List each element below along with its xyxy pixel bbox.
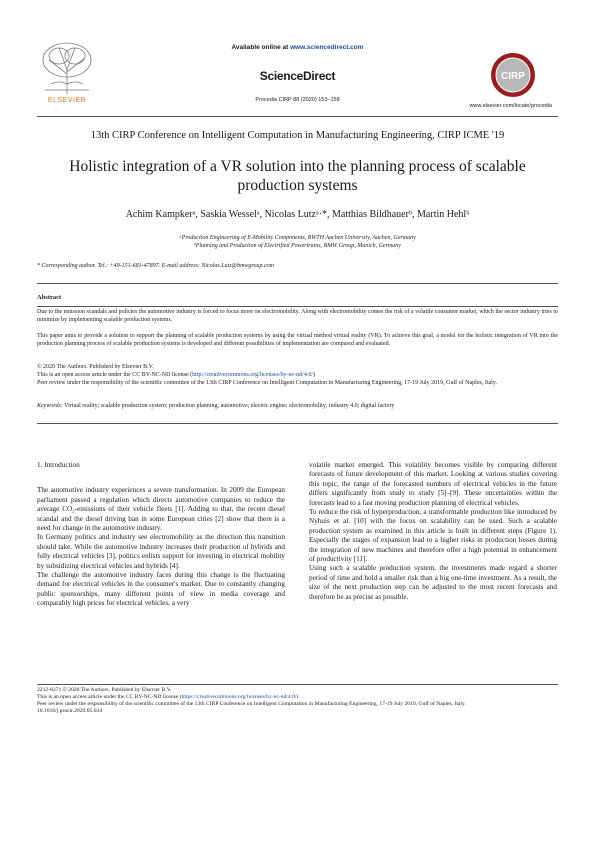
elsevier-wordmark: ELSEVIER [47,97,87,104]
available-prefix: Available online at [231,44,291,51]
peer-review-line: Peer review under the responsibility of the scientific committee of the 13th CIRP Conference on Intelligent Computation in Manufacturing Engineering, 17-19 July 2019, Gulf of Naples, Italy. [37,380,497,386]
affiliation-b: ᵇPlanning and Production of Electrified Powertrains, BMW Group, Munich, Germany [194,243,401,249]
affiliation-a: ᵃProduction Engineering of E-Mobility Components, RWTH Aachen University, Aachen, Germany [179,235,416,241]
journal-url[interactable]: www.elsevier.com/locate/procedia [469,103,552,109]
footer-oa-line [37,694,558,701]
sciencedirect-link[interactable]: www.sciencedirect.com [290,44,364,51]
keywords-text: Virtual reality; scalable production system; production planning; automotive; electric engine; electromobility; industry 4.0; digital factory [62,403,395,409]
right-column [309,461,557,602]
copyright-line: © 2020 The Authors. Published by Elsevier B.V. [37,364,154,370]
footer-oa-suffix: ) [296,694,299,700]
left-column [37,461,285,609]
paper-title: Holistic integration of a VR solution into the planning process of scalable production systems [69,158,526,194]
body-paragraph: Using such a scalable production system, the investments made regard a shorter period of time and hold a smaller risk than a big one-time investment. As a result, the size of the next production step can be adjusted to the most recent forecasts and therefore be as precise as possible. [309,564,557,601]
footer-oa-prefix: This is an open access article under the CC BY-NC-ND license ( [37,694,182,700]
conference-name: 13th CIRP Conference on Intelligent Computation in Manufacturing Engineering, CIRP ICME '19 [90,130,505,141]
corresponding-author: * Corresponding author. Tel.: +49-151-681-47897. E-mail address: Nicolas.Lutz@bmwgroup.com [37,263,275,269]
footer-divider [37,684,558,685]
journal-reference: Procedia CIRP 88 (2020) 153–158 [255,97,340,103]
header-divider [37,116,558,117]
cirp-logo-text: CIRP [501,71,525,82]
keywords-line [37,403,558,411]
body-paragraph: To reduce the risk of hyperproduction, a transformable production like introduced by Nyhuis et al. [10] with the focus on scalability can be used. Such a scalable production system as examined in this article is built in different steps (Figure 1). Especially the stages of expansion lead to a higher risks in production losses during the integration of new machines and therefore offer a high potential in enhancement of productivity [11]. [309,508,557,564]
sciencedirect-brand: ScienceDirect [259,69,336,83]
open-access-line [37,372,558,380]
keywords-label: Keywords: [37,403,63,409]
author-list: Achim Kampkerᵃ, Saskia Wesselᵃ, Nicolas Lutzᵃ·*, Matthias Bildhauerᵇ, Martin Hehlᵇ [125,209,470,220]
section-heading: 1. Introduction [37,461,80,469]
abstract-heading: Abstract [37,294,62,301]
affiliation-divider [37,283,558,284]
footer-license-link[interactable]: https://creativecommons.org/licenses/by-nc-nd/4.0/ [181,694,297,700]
abstract-paragraph: This paper aims to provide a solution to support the planning of scalable production systems by using the virtual method virtual reality (VR). To achieve this goal, a model for the holistic integration of VR into the production planning process of scalable production systems is developed and different possibilities of implementation are compared and evaluated. [37,333,558,347]
footer-peer-review: Peer review under the responsibility of the scientific committee of the 13th CIRP Conference on Intelligent Computation in Manufacturing Engineering, 17-19 July 2019, Gulf of Naples, Italy. [37,701,466,707]
cirp-logo [490,52,536,98]
issn-line: 2212-8271 © 2020 The Authors. Published by Elsevier B.V. [37,687,172,693]
license-link[interactable]: http://creativecommons.org/licenses/by-nc-nd/4.0/ [192,372,313,378]
oa-prefix: This is an open access article under the CC BY-NC-ND license ( [37,372,193,378]
doi-line[interactable]: 10.1016/j.procir.2020.05.034 [37,708,103,714]
abstract-bottom-divider [37,423,558,424]
oa-suffix: ) [313,372,315,378]
available-online-line [0,44,595,51]
body-paragraph: The automotive industry experiences a severe transformation. In 2009 the European parliament passed a regulation which directs automotive companies to reduce the average CO₂-emissions of their vehicle fleets [1]. Adding to that, the recent diesel scandal and the diesel driving ban in some European cities [2] show that there is a need for change in the automotive industry. [37,486,285,533]
abstract-paragraph: Due to the emission scandals and policies the automotive industry is forced to focus more on electromobility. Along with electromobility comes the risk of a volatile consumer market, which the sector industry tries to minimize by implementing scalable production systems. [37,309,558,323]
abstract-divider [37,306,558,307]
body-paragraph: The challenge the automotive industry faces during this change is the fluctuating demand for electrical vehicles in the consumer's market. Due to constantly changing public sponsorships, many different points of view in media coverage and comparably high prices for electrical vehicles, a very [37,571,285,608]
footer [37,687,558,715]
body-paragraph: In Germany politics and industry see electromobility as the direction this transition should take. While the automotive industry increases their production of hybrids and fully electrical vehicles [3], politics enlists support for investing in electrical mobility by subsidizing electrical vehicles and hybrids [4]. [37,533,285,570]
body-paragraph: volatile market emerged. This volatility becomes visible by comparing different forecasts of future development of this market. Looking at various studies covering this topic, the range of the forecasted numbers of electrical vehicles in the future differs significantly from study to study [5]–[9]. These uncertainties within the forecasts lead to a fast moving production planning of electrical vehicles. [309,461,557,507]
